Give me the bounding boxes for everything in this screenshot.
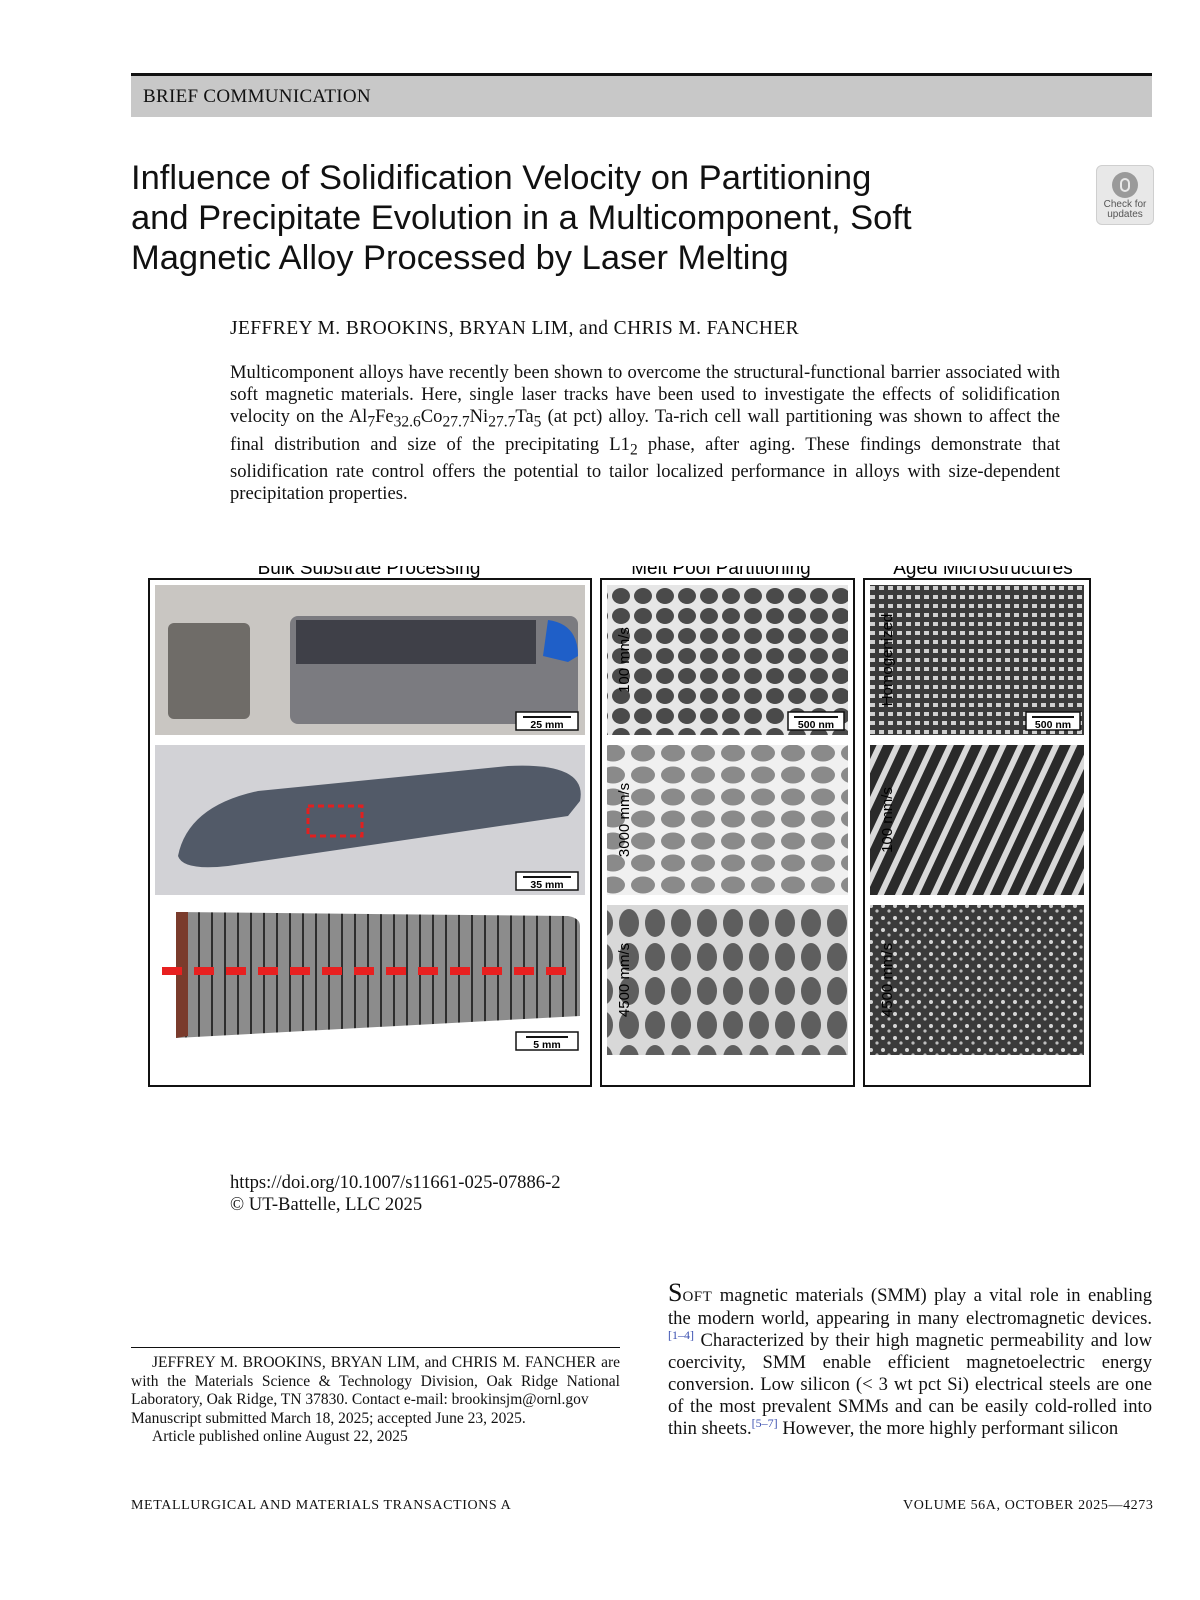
citation-link[interactable]: [5–7] bbox=[751, 1415, 778, 1430]
abstract-text: (at pct) alloy. Ta-rich cell wall partitioning was shown to affect the final distribution and size of the precipitating bbox=[230, 406, 1060, 455]
section-label: BRIEF COMMUNICATION bbox=[143, 86, 371, 107]
author-list: JEFFREY M. BROOKINS, BRYAN LIM, and CHRIS M. FANCHER bbox=[230, 318, 800, 339]
sem-melt-3000 bbox=[607, 745, 848, 895]
row-label: 3000 mm/s bbox=[616, 782, 633, 858]
alloy-formula: $Al_7Fe_{32.6}Co_{27.7}Ni_{27.7}Ta_5$ bbox=[348, 406, 542, 431]
row-label: Homogenized bbox=[879, 613, 896, 707]
abstract bbox=[230, 362, 1060, 505]
panel-title-melt-pool: Melt Pool Partitioning bbox=[631, 566, 811, 579]
scale-bar bbox=[516, 872, 578, 891]
abstract-text: phase, after aging. These findings demonstrate that solidification rate control offers the potential to tailor localized performance in alloys with size-dependent precipitation properties. bbox=[230, 433, 1061, 505]
sem-aged-4500 bbox=[870, 905, 1084, 1055]
badge-line-1: Check for bbox=[1103, 199, 1147, 210]
svg-text:500 nm: 500 nm bbox=[797, 719, 835, 731]
doi-link[interactable]: https://doi.org/10.1007/s11661-025-07886-2 bbox=[230, 1172, 561, 1193]
panel-title-bulk: Bulk Substrate Processing bbox=[257, 566, 481, 579]
row-label: 100 mm/s bbox=[879, 787, 896, 853]
scale-bar bbox=[516, 1032, 578, 1051]
bookmark-icon bbox=[1112, 172, 1138, 198]
drop-cap: S bbox=[668, 1278, 683, 1307]
publication-date: Article published online August 22, 2025 bbox=[152, 1428, 408, 1445]
abstract-text: Multicomponent alloys have recently been shown to overcome the structural-functional barrier associated with soft magnetic materials. Here, single laser tracks have been used to investigate the effects of solidification velocity on the bbox=[230, 362, 1060, 427]
scale-bar bbox=[516, 712, 578, 731]
citation-link[interactable]: [1–4] bbox=[668, 1327, 694, 1342]
footnote bbox=[131, 1354, 620, 1447]
scale-bar bbox=[1026, 712, 1080, 731]
title-line: Influence of Solidification Velocity on Partitioning bbox=[131, 159, 872, 197]
body-paragraph: SOFT magnetic materials (SMM) play a vital role in enabling the modern world, appearing in many electromagnetic devices.[1–4] Characterized by their high magnetic permeability and low coercivity, SMM enable efficient magnetoelectric energy conversion. Low silicon (< 3 wt pct Si) electrical steels are one of the most prevalent SMMs and can be easily cold-rolled into thin sheets.[5–7] However, the more highly performant silicon bbox=[668, 1278, 1152, 1439]
svg-text:25 mm: 25 mm bbox=[530, 719, 564, 731]
title-line: and Precipitate Evolution in a Multicomponent, Soft bbox=[131, 199, 912, 237]
row-label: 4500 mm/s bbox=[616, 942, 633, 1018]
graphical-abstract-figure bbox=[148, 566, 1092, 1088]
footnote-rule bbox=[131, 1347, 620, 1348]
manuscript-dates: Manuscript submitted March 18, 2025; accepted June 23, 2025. bbox=[131, 1409, 526, 1427]
volume-page: VOLUME 56A, OCTOBER 2025—4273 bbox=[903, 1498, 1154, 1513]
row-label: 100 mm/s bbox=[616, 627, 633, 693]
phase-name: $L1_2$ bbox=[609, 433, 638, 459]
svg-text:35 mm: 35 mm bbox=[530, 879, 564, 891]
title-line: Magnetic Alloy Processed by Laser Melting bbox=[131, 239, 789, 277]
scale-bar bbox=[788, 712, 844, 731]
copyright: © UT-Battelle, LLC 2025 bbox=[230, 1194, 423, 1215]
journal-name: METALLURGICAL AND MATERIALS TRANSACTIONS A bbox=[131, 1498, 512, 1513]
article-title bbox=[131, 158, 1011, 278]
sem-aged-100 bbox=[870, 745, 1084, 895]
svg-text:5 mm: 5 mm bbox=[533, 1039, 561, 1051]
row-label: 4500 mm/s bbox=[879, 942, 896, 1018]
panel-title-aged: Aged Microstructures bbox=[893, 566, 1073, 579]
check-for-updates-badge[interactable] bbox=[1096, 165, 1154, 225]
svg-text:500 nm: 500 nm bbox=[1034, 719, 1072, 731]
sem-melt-4500 bbox=[607, 905, 848, 1055]
doi-block bbox=[230, 1172, 561, 1216]
author-affiliation: JEFFREY M. BROOKINS, BRYAN LIM, and CHRIS M. FANCHER are with the Materials Science & Technology Division, Oak Ridge National Laboratory, Oak Ridge, TN 37830. Contact e-mail: brookinsjm@ornl.gov bbox=[131, 1354, 620, 1408]
badge-line-2: updates bbox=[1107, 209, 1143, 220]
